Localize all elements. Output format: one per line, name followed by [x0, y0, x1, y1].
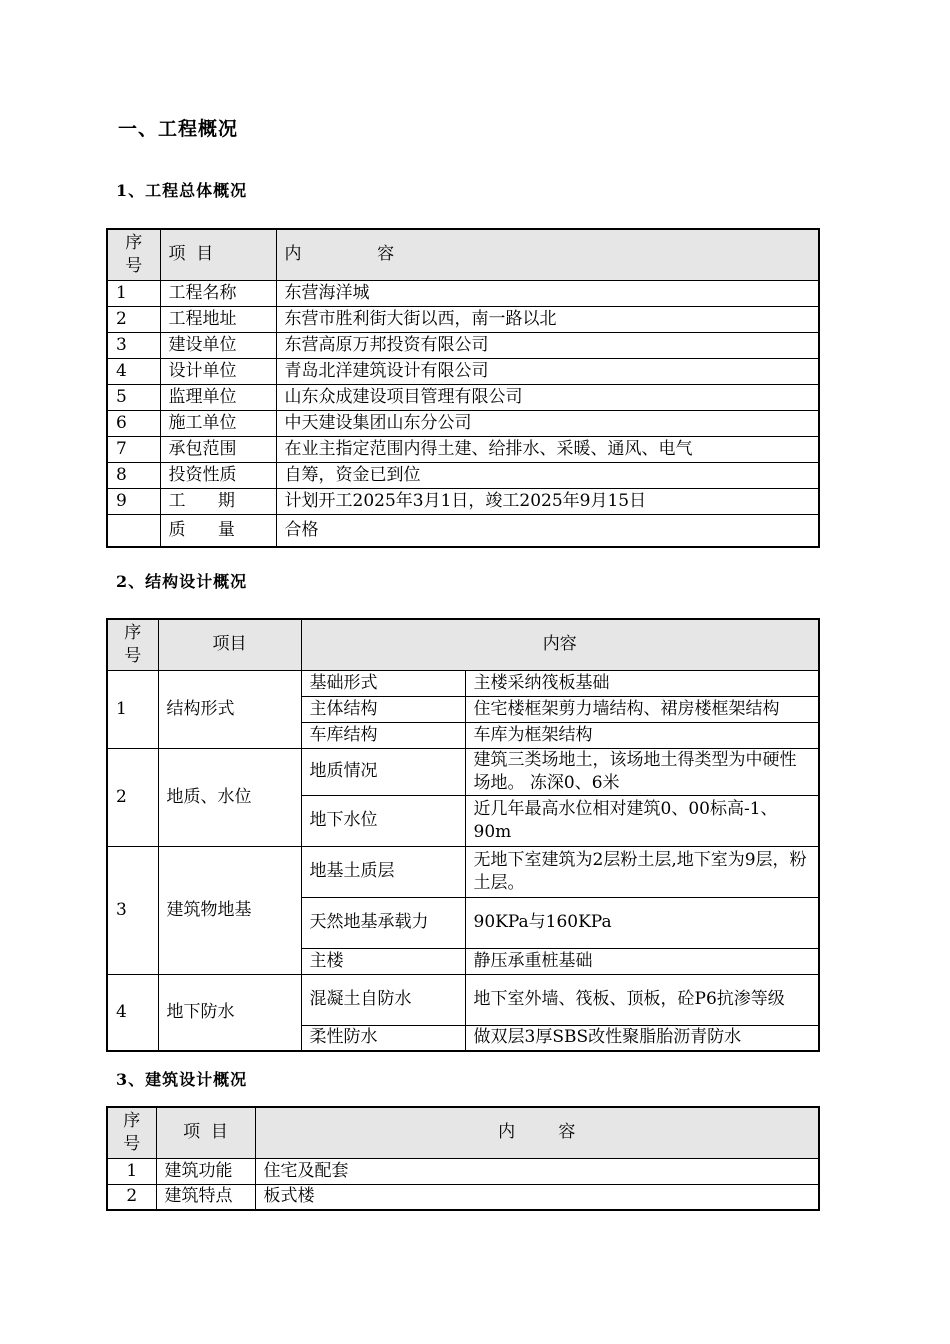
row-content: 青岛北洋建筑设计有限公司: [276, 358, 819, 384]
row-content: 合格: [276, 514, 819, 547]
header-item: 项 目: [160, 229, 276, 280]
structure-header-row: [107, 619, 819, 670]
sub-content: 无地下室建筑为2层粉土层,地下室为9层，粉土层。: [465, 846, 819, 897]
header-item: 项 目: [156, 1107, 255, 1158]
row-number: 3: [107, 332, 160, 358]
group-number: 2: [107, 748, 158, 846]
row-number: 9: [107, 488, 160, 514]
row-item: 工程地址: [160, 306, 276, 332]
group-number: 3: [107, 846, 158, 974]
group-number: 1: [107, 670, 158, 748]
row-number: [107, 514, 160, 547]
group-item: 建筑物地基: [158, 846, 301, 974]
structure-table: [106, 618, 820, 1052]
table-row: [107, 670, 819, 696]
group-item: 结构形式: [158, 670, 301, 748]
sub-item: 柔性防水: [301, 1025, 465, 1051]
section-3-title: 3、建筑设计概况: [116, 1070, 248, 1089]
row-content: 住宅及配套: [255, 1158, 819, 1184]
header-no: 序号: [107, 229, 160, 280]
row-item: 监理单位: [160, 384, 276, 410]
sub-item: 车库结构: [301, 722, 465, 748]
header-item: 项目: [158, 619, 301, 670]
row-number: 2: [107, 1184, 156, 1210]
row-item: 承包范围: [160, 436, 276, 462]
row-content: 板式楼: [255, 1184, 819, 1210]
row-item: 工程名称: [160, 280, 276, 306]
row-item: 质 量: [160, 514, 276, 547]
row-content: 东营市胜利街大街以西，南一路以北: [276, 306, 819, 332]
sub-content: 90KPa与160KPa: [465, 897, 819, 948]
header-content: 内容: [301, 619, 819, 670]
table-row: [107, 332, 819, 358]
row-number: 8: [107, 462, 160, 488]
sub-item: 地基土质层: [301, 846, 465, 897]
table-row: [107, 462, 819, 488]
row-number: 1: [107, 1158, 156, 1184]
table-row: [107, 748, 819, 795]
row-content: 东营高原万邦投资有限公司: [276, 332, 819, 358]
group-item: 地下防水: [158, 974, 301, 1051]
sub-content: 做双层3厚SBS改性聚脂胎沥青防水: [465, 1025, 819, 1051]
section-1-title: 1、工程总体概况: [116, 181, 248, 200]
row-content: 山东众成建设项目管理有限公司: [276, 384, 819, 410]
row-number: 7: [107, 436, 160, 462]
row-number: 5: [107, 384, 160, 410]
header-no: 序号: [107, 1107, 156, 1158]
table-row: [107, 488, 819, 514]
header-content: 内 容: [276, 229, 819, 280]
row-content: 中天建设集团山东分公司: [276, 410, 819, 436]
overview-table: [106, 228, 820, 548]
row-item: 建筑功能: [156, 1158, 255, 1184]
row-item: 设计单位: [160, 358, 276, 384]
row-item: 建筑特点: [156, 1184, 255, 1210]
group-number: 4: [107, 974, 158, 1051]
sub-content: 建筑三类场地土，该场地土得类型为中硬性场地。 冻深0、6米: [465, 748, 819, 795]
table-row: [107, 410, 819, 436]
row-content: 计划开工2025年3月1日，竣工2025年9月15日: [276, 488, 819, 514]
header-content: 内 容: [255, 1107, 819, 1158]
section-2-title: 2、结构设计概况: [116, 572, 248, 591]
table-row: [107, 974, 819, 1025]
sub-item: 地质情况: [301, 748, 465, 795]
sub-content: 近几年最高水位相对建筑0、00标高-1、90m: [465, 795, 819, 846]
sub-item: 天然地基承载力: [301, 897, 465, 948]
row-content: 东营海洋城: [276, 280, 819, 306]
architecture-header-row: [107, 1107, 819, 1158]
table-row: [107, 1158, 819, 1184]
row-number: 2: [107, 306, 160, 332]
main-heading: 一、工程概况: [118, 118, 239, 140]
sub-content: 主楼采纳筏板基础: [465, 670, 819, 696]
table-row: [107, 1184, 819, 1210]
sub-item: 混凝土自防水: [301, 974, 465, 1025]
sub-item: 地下水位: [301, 795, 465, 846]
sub-content: 静压承重桩基础: [465, 948, 819, 974]
table-row: [107, 436, 819, 462]
table-row: [107, 306, 819, 332]
table-row: [107, 846, 819, 897]
architecture-table: [106, 1106, 820, 1211]
sub-content: 车库为框架结构: [465, 722, 819, 748]
group-item: 地质、水位: [158, 748, 301, 846]
overview-header-row: [107, 229, 819, 280]
row-number: 4: [107, 358, 160, 384]
row-item: 投资性质: [160, 462, 276, 488]
row-number: 6: [107, 410, 160, 436]
sub-item: 主楼: [301, 948, 465, 974]
sub-content: 住宅楼框架剪力墙结构、裙房楼框架结构: [465, 696, 819, 722]
row-number: 1: [107, 280, 160, 306]
sub-item: 基础形式: [301, 670, 465, 696]
header-no: 序号: [107, 619, 158, 670]
row-item: 建设单位: [160, 332, 276, 358]
table-row: [107, 514, 819, 547]
row-content: 自筹，资金已到位: [276, 462, 819, 488]
table-row: [107, 384, 819, 410]
row-content: 在业主指定范围内得土建、给排水、采暖、通风、电气: [276, 436, 819, 462]
row-item: 施工单位: [160, 410, 276, 436]
table-row: [107, 358, 819, 384]
sub-item: 主体结构: [301, 696, 465, 722]
row-item: 工 期: [160, 488, 276, 514]
table-row: [107, 280, 819, 306]
sub-content: 地下室外墙、筏板、顶板，砼P6抗渗等级: [465, 974, 819, 1025]
